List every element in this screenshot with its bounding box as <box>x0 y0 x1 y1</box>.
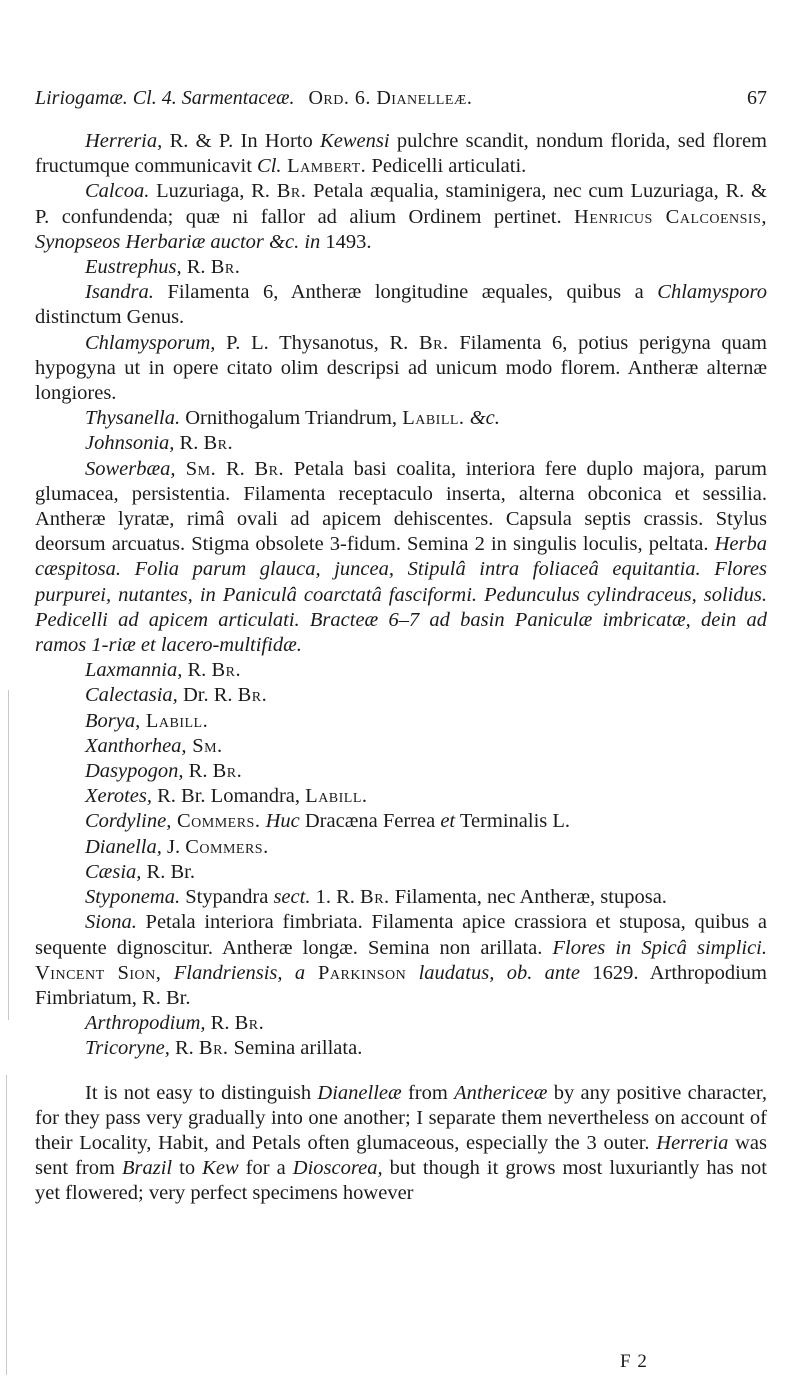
entry-text: Petala basi coalita, interiora fere duplo majora, parum glumacea, persistentia. Filamenta receptaculo inserta, alterna obconica et sessilia. Antheræ lyratæ, rimâ ovali ad apicem dehiscentes. Capsula septis crassis. Stylus deorsum arcuatus. Stigma obsolete 3-fidum. Semina 2 in singulis loculis, peltata. <box>35 457 767 556</box>
entry-text: Ornithogalum Triandrum, <box>180 407 403 430</box>
entry-text: Filamenta 6, Antheræ longitudine æquales, quibus a <box>153 281 658 304</box>
entry-text: 1629. Arthropodium Fimbriatum, R. Br. <box>35 961 767 1009</box>
para-text: for a <box>238 1157 293 1180</box>
genus-name: Xerotes, <box>85 785 152 808</box>
entry-text: Terminalis L. <box>455 810 571 833</box>
entry-laxmannia <box>35 658 767 683</box>
entry-eustrephus <box>35 255 767 280</box>
genus-name: Calcoa. <box>85 180 150 203</box>
entry-text: Dracæna Ferrea <box>299 810 441 833</box>
entry-italic: laudatus, ob. ante <box>406 961 580 984</box>
entry-calcoa <box>35 179 767 255</box>
entry-cordyline <box>35 809 767 834</box>
entry-italic: &c. <box>464 407 500 430</box>
para-italic: Dioscorea, <box>292 1157 383 1180</box>
para-italic: Dianelleæ <box>317 1081 402 1104</box>
header-part1: Liriogamæ. Cl. 4. Sarmentaceæ. <box>35 87 295 109</box>
author-name: Lambert. <box>281 155 367 178</box>
entry-styponema <box>35 885 767 910</box>
entry-text: distinctum Genus. <box>35 306 185 329</box>
para-italic: Brazil <box>121 1157 173 1180</box>
entry-italic: Cl. <box>257 155 282 178</box>
entry-italic: et <box>440 810 456 833</box>
entry-text: Filamenta 6, potius perigyna quam hypogyna ut in opere citato olim descripsi ad unicum modo florem. Antheræ alternæ longiores. <box>35 331 767 405</box>
entry-text: R. <box>205 1012 235 1035</box>
author-name: Br. <box>234 1012 265 1035</box>
entry-text: Petala æqualia, staminigera, nec cum Luzuriaga, R. & P. confundenda; quæ ni fallor ad alium Ordinem pertinet. <box>35 180 768 228</box>
entry-tricoryne <box>35 1036 767 1061</box>
entry-herreria <box>35 129 767 179</box>
para-italic: Kew <box>202 1157 239 1180</box>
entry-text: Filamenta, nec Antheræ, stuposa. <box>389 886 667 909</box>
genus-name: Xanthorhea, <box>85 734 187 757</box>
entry-johnsonia <box>35 431 767 456</box>
entry-text: R. <box>174 432 204 455</box>
entry-text: Luzuriaga, R. <box>149 180 277 203</box>
main-text <box>35 129 767 1207</box>
genus-name: Eustrephus, <box>85 256 182 279</box>
entry-chlamysporum <box>35 331 767 407</box>
author-name: Commers. <box>185 835 269 858</box>
author-name: Parkinson <box>305 961 407 984</box>
author-name: Br. <box>203 432 234 455</box>
entry-text: Petala interiora fimbriata. Filamenta apice crassiora et stuposa, quibus a sequente dignoscitur. Antheræ longæ. Semina non arillata. <box>35 911 767 959</box>
entry-siona <box>35 910 767 1011</box>
author-name: Br. <box>198 1037 229 1060</box>
genus-name: Calectasia, <box>85 684 178 707</box>
genus-name: Herreria, <box>85 130 163 152</box>
entry-text: Pedicelli articulati. <box>366 155 527 178</box>
entry-text: R. <box>183 760 213 783</box>
author-name: Labill. <box>305 785 368 808</box>
entry-text: pulchre scandit, nondum florida, sed florem fructumque communicavit <box>35 130 767 178</box>
entry-text: P. L. Thysanotus, R. <box>215 331 419 354</box>
scan-edge-line <box>8 690 9 1020</box>
entry-sowerbaea <box>35 457 767 659</box>
entry-xanthorhea <box>35 734 767 759</box>
entry-thysanella <box>35 406 767 431</box>
author-name: Br. <box>212 760 243 783</box>
author-name: Br. <box>360 886 390 909</box>
author-name: Commers. <box>171 810 261 833</box>
entry-text: R. & P. In Horto <box>162 130 321 152</box>
author-name: Br. <box>419 331 449 354</box>
para-italic: Anthericeæ <box>454 1081 548 1104</box>
entry-text: R. <box>169 1037 199 1060</box>
genus-name: Sowerbæa, <box>85 457 176 480</box>
header-part2: Ord. 6. Dianelleæ. <box>308 87 473 109</box>
entry-italic: Flandriensis, <box>161 961 283 984</box>
running-header <box>35 86 767 110</box>
para-text: but though it grows most luxuriantly has not yet flowered; very perfect specimens however <box>35 1157 767 1205</box>
signature-mark: F 2 <box>620 1351 648 1372</box>
entry-italic: Flores in Spicâ simplici. <box>552 936 768 959</box>
entry-text: Dr. R. <box>177 684 238 707</box>
entry-italic: Chlamysporo <box>657 281 767 304</box>
entry-text: 1493. <box>320 230 372 253</box>
entry-text: R. Br. <box>141 860 195 883</box>
genus-name: Cordyline, <box>85 810 172 833</box>
genus-name: Chlamysporum, <box>85 331 216 354</box>
entry-text: Semina arillata. <box>228 1037 363 1060</box>
entry-text: 1. R. <box>310 886 361 909</box>
entry-borya <box>35 709 767 734</box>
author-name: Br. <box>237 684 268 707</box>
entry-text: Stypandra <box>180 886 274 909</box>
entry-italic: Synopseos Herbariæ auctor &c. in <box>35 230 321 253</box>
commentary-paragraph <box>35 1081 767 1207</box>
entry-dasypogon <box>35 759 767 784</box>
genus-name: Laxmannia, <box>85 659 183 682</box>
author-name: Br. <box>211 659 242 682</box>
entry-italic: Huc <box>260 810 300 833</box>
author-name: Sm. <box>186 734 223 757</box>
genus-name: Arthropodium, <box>85 1012 206 1035</box>
para-text: from <box>401 1081 455 1104</box>
entry-dianella <box>35 835 767 860</box>
author-name: Br. <box>276 180 307 203</box>
entry-text: R. Br. Lomandra, <box>152 785 306 808</box>
author-name: Sm. <box>175 457 217 480</box>
genus-name: Thysanella. <box>85 407 181 430</box>
scan-edge-line-lower <box>6 1075 7 1375</box>
author-name: Br. <box>210 256 241 279</box>
genus-name: Isandra. <box>85 281 154 304</box>
latin-description: Herba cæspitosa. Folia parum glauca, juncea, Stipulâ intra foliaceâ equitantia. Flores purpurei, nutantes, in Paniculâ coarctatâ fasciformi. Pedunculus cylindraceus, solidus. Pedicelli ad apicem articulati. Bracteæ 6–7 ad basin Paniculæ imbricatæ, dein ad ramos 1-riæ et lacero-multifidæ. <box>35 533 767 657</box>
entry-italic: sect. <box>273 886 311 909</box>
entry-italic: Kewensi <box>320 130 390 152</box>
genus-name: Styponema. <box>85 886 181 909</box>
para-text: It is not easy to distinguish <box>85 1081 318 1104</box>
entry-calectasia <box>35 683 767 708</box>
genus-name: Borya, <box>85 709 141 732</box>
para-italic: Herreria <box>656 1131 729 1154</box>
genus-name: Siona. <box>85 911 137 934</box>
header-classification <box>35 86 472 110</box>
genus-name: Johnsonia, <box>85 432 175 455</box>
entry-isandra <box>35 280 767 330</box>
genus-name: Dasypogon, <box>85 760 184 783</box>
author-name: Henricus Calcoensis, <box>574 205 767 228</box>
author-name: Br. <box>254 457 285 480</box>
para-text: by any positive character, for they pass very gradually into one another; I separate them nevertheless on account of their Locality, Habit, and Petals often glumaceous, especially the 3 outer. <box>35 1081 767 1154</box>
para-text: to <box>172 1157 203 1180</box>
genus-name: Cæsia, <box>85 860 142 883</box>
author-name: Vincent Sion, <box>35 961 162 984</box>
page-number: 67 <box>747 87 767 109</box>
entry-caesia <box>35 860 767 885</box>
entry-arthropodium <box>35 1011 767 1036</box>
entry-text: R. <box>182 659 212 682</box>
para-text: was sent from <box>35 1131 767 1180</box>
entry-text: R. <box>181 256 211 279</box>
author-name: Labill. <box>402 407 465 430</box>
genus-name: Tricoryne, <box>85 1037 170 1060</box>
entry-xerotes <box>35 784 767 809</box>
author-name: Labill. <box>140 709 209 732</box>
entry-italic: a <box>282 961 306 984</box>
genus-name: Dianella, <box>85 835 162 858</box>
entry-text: R. <box>216 457 255 480</box>
entry-text: J. <box>161 835 186 858</box>
